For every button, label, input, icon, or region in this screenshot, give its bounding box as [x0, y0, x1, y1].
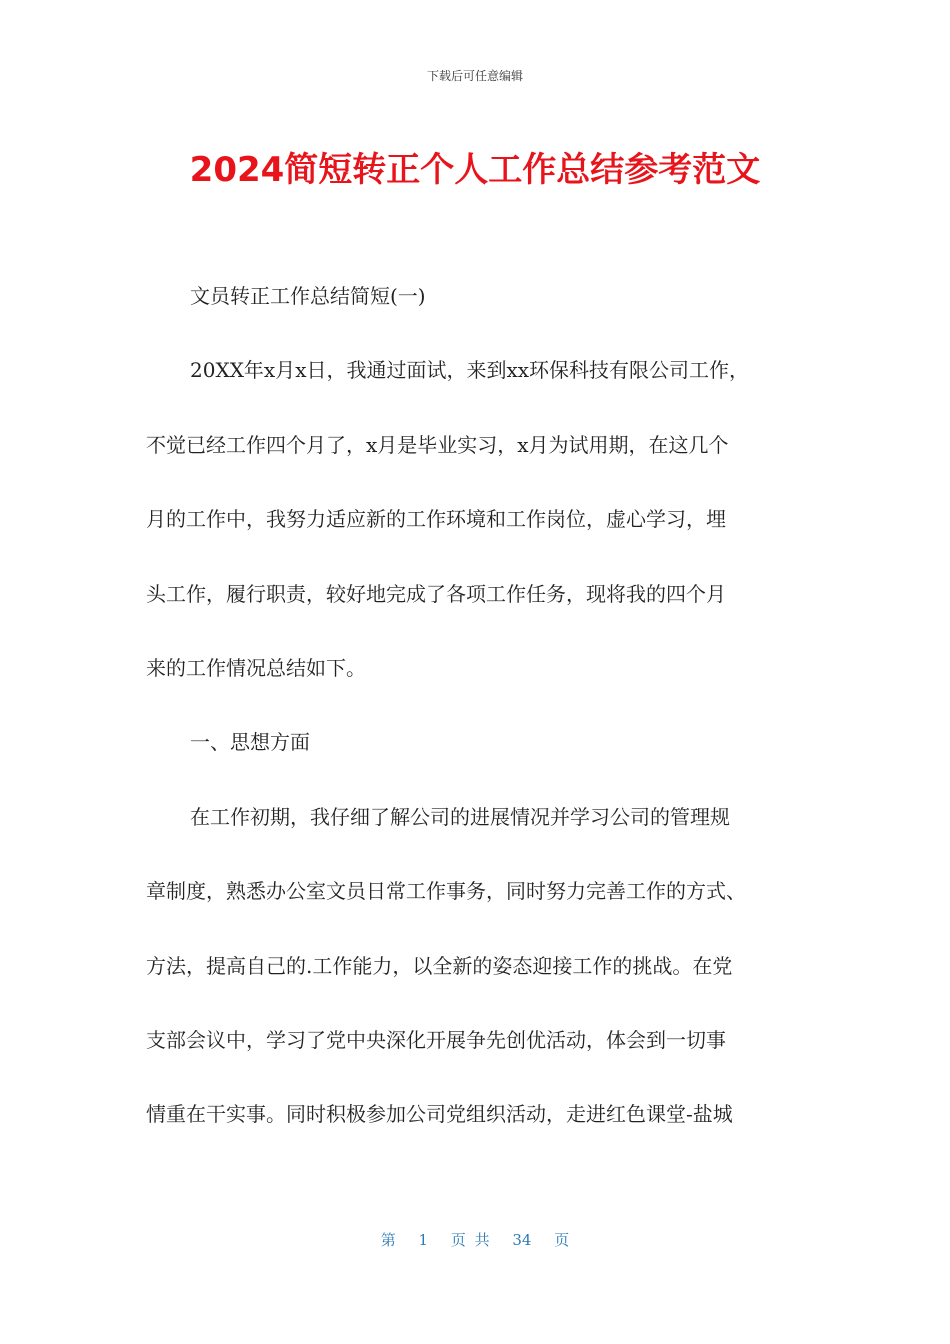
footer-suffix: 页	[554, 1231, 570, 1249]
body-line: 不觉已经工作四个月了，x月是毕业实习，x月为试用期，在这几个	[146, 432, 729, 457]
body-line: 来的工作情况总结如下。	[146, 655, 366, 680]
body-line: 月的工作中，我努力适应新的工作环境和工作岗位，虚心学习，埋	[146, 507, 726, 532]
body-line: 文员转正工作总结简短(一)	[190, 284, 426, 308]
footer-total-pages: 34	[512, 1231, 532, 1249]
section-heading: 一、思想方面	[190, 730, 310, 755]
page-footer	[0, 1229, 950, 1250]
body-line: 头工作，履行职责，较好地完成了各项工作任务，现将我的四个月	[146, 581, 726, 606]
body-line: 章制度，熟悉办公室文员日常工作事务，同时努力完善工作的方式、	[146, 879, 746, 904]
footer-middle: 页 共	[450, 1231, 490, 1249]
header-note: 下载后可任意编辑	[426, 69, 523, 83]
body-line: 20XX年x月x日，我通过面试，来到xx环保科技有限公司工作，	[190, 358, 750, 383]
body-line: 情重在干实事。同时积极参加公司党组织活动，走进红色课堂-盐城	[146, 1102, 733, 1127]
body-line: 在工作初期，我仔细了解公司的进展情况并学习公司的管理规	[190, 804, 730, 829]
body-line: 支部会议中，学习了党中央深化开展争先创优活动，体会到一切事	[146, 1027, 726, 1052]
body-line: 方法，提高自己的.工作能力，以全新的姿态迎接工作的挑战。在党	[146, 953, 733, 978]
footer-page-number: 1	[418, 1231, 429, 1249]
document-title: 2024简短转正个人工作总结参考范文	[189, 150, 761, 190]
footer-prefix: 第	[380, 1231, 396, 1249]
document-body	[146, 278, 814, 1171]
